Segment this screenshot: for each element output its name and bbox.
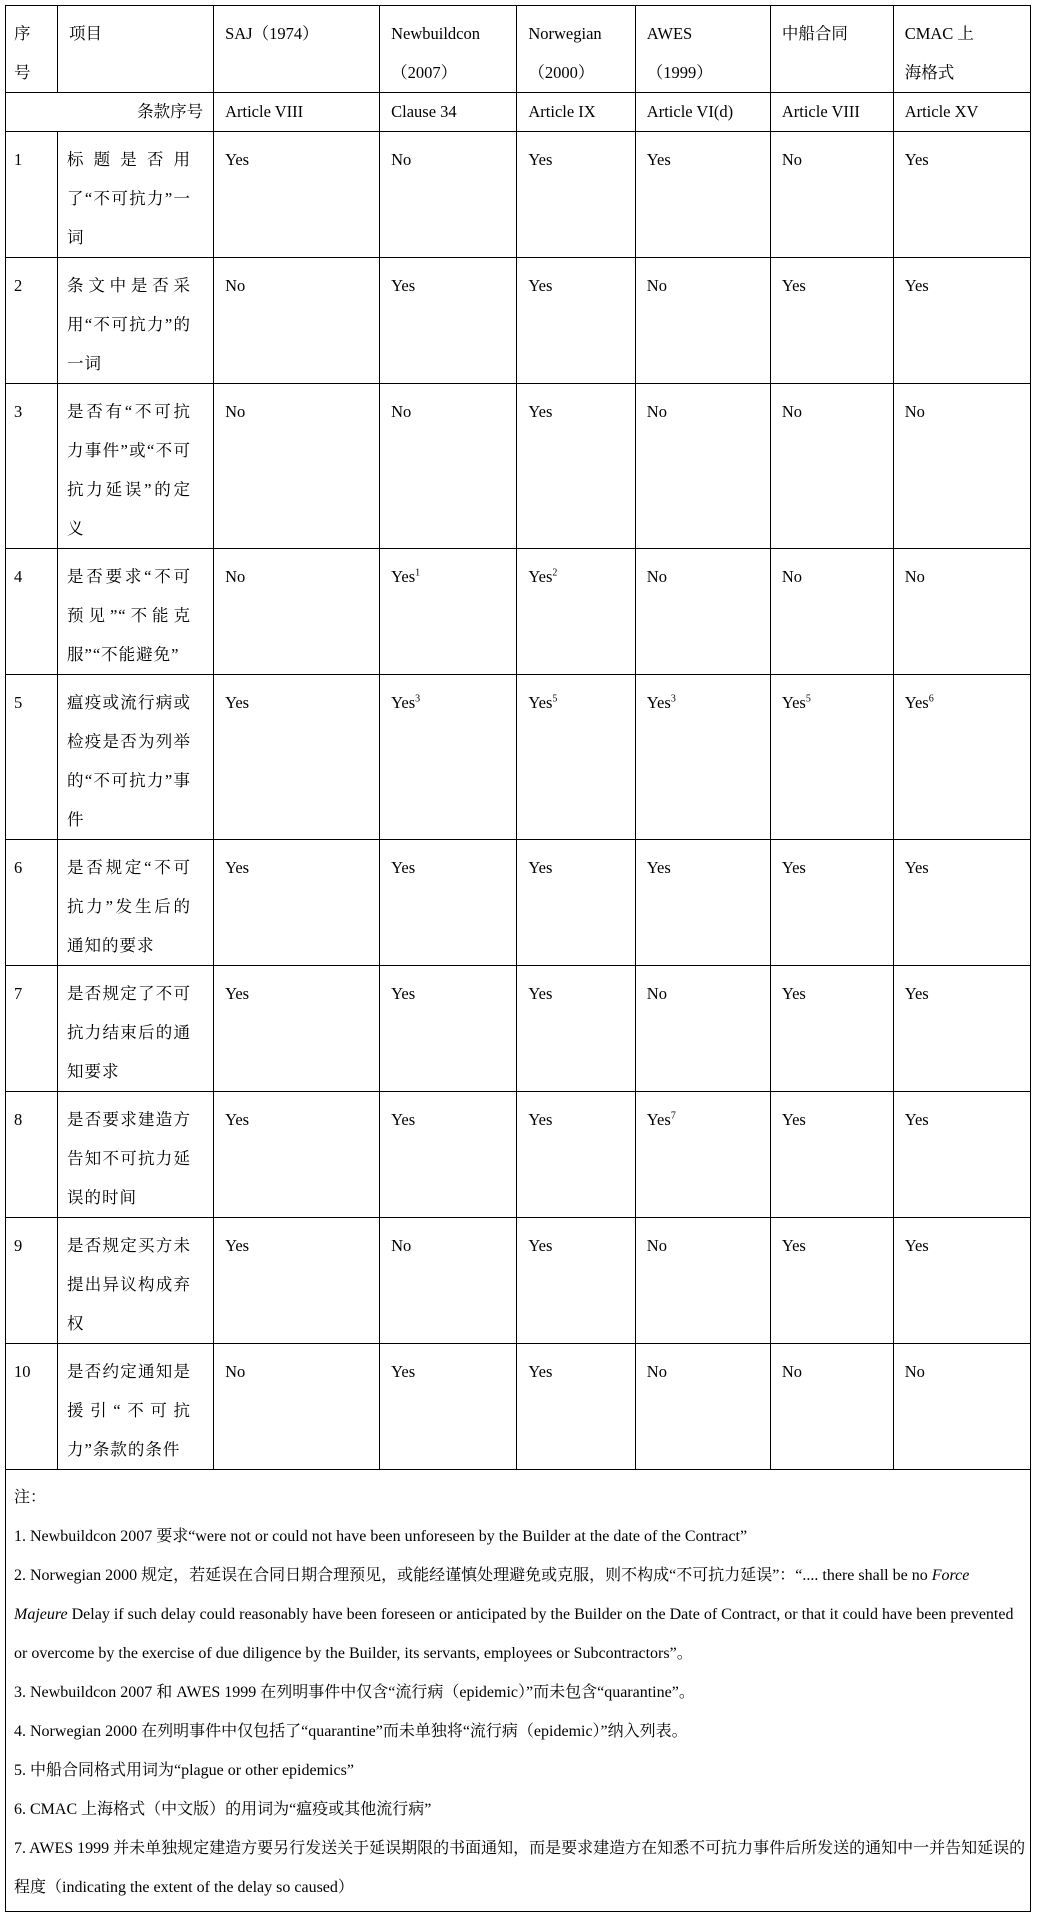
value-label: No <box>646 984 667 1003</box>
value-cell <box>770 840 893 966</box>
value-text <box>517 258 634 305</box>
value-cell <box>770 1344 893 1470</box>
value-cell <box>214 132 380 258</box>
value-text <box>771 840 893 887</box>
value-label: Yes <box>391 693 416 712</box>
value-text <box>771 1344 893 1391</box>
value-label: No <box>904 1362 925 1381</box>
header-col <box>214 6 380 93</box>
row-number: 1 <box>14 150 23 169</box>
value-text <box>214 675 379 722</box>
value-label: Yes <box>528 984 553 1003</box>
row-item-text: 是否要求“不可预见”“不能克服”“不能避免” <box>67 567 192 664</box>
value-label: Yes <box>391 984 416 1003</box>
value-text <box>517 1092 634 1139</box>
value-cell <box>517 549 635 675</box>
value-cell <box>380 1344 517 1470</box>
value-label: Yes <box>904 858 929 877</box>
value-cell <box>380 1092 517 1218</box>
value-label: No <box>781 567 802 586</box>
value-cell <box>214 966 380 1092</box>
clause-cell <box>380 93 517 132</box>
clause-cell <box>635 93 770 132</box>
value-label: Yes <box>528 276 553 295</box>
value-cell <box>635 1092 770 1218</box>
value-cell <box>380 966 517 1092</box>
header-col <box>893 6 1030 93</box>
value-text <box>214 1092 379 1139</box>
header-item-cell <box>58 6 214 93</box>
row-item-cell <box>58 1092 214 1218</box>
header-col-awes: AWES（1999） <box>646 24 713 82</box>
value-text <box>517 840 634 887</box>
table-row <box>6 675 1031 840</box>
value-cell <box>214 384 380 549</box>
value-label: No <box>225 1362 246 1381</box>
value-text <box>636 549 770 596</box>
clause-newbuildcon: Clause 34 <box>391 102 457 121</box>
value-cell <box>380 132 517 258</box>
row-item-cell <box>58 384 214 549</box>
value-label: Yes <box>781 858 806 877</box>
value-cell <box>635 549 770 675</box>
note-2-part-a: 2. Norwegian 2000 规定，若延误在合同日期合理预见，或能经谨慎处理避免或克服，则不构成“不可抗力延误”：“.... there shall be no <box>14 1567 932 1584</box>
value-label: Yes <box>646 858 671 877</box>
value-label: Yes <box>904 1110 929 1129</box>
clause-cell <box>517 93 635 132</box>
value-label: Yes <box>904 693 929 712</box>
row-item-text: 是否约定通知是援引“不可抗力”条款的条件 <box>67 1362 192 1459</box>
row-item-cell <box>58 258 214 384</box>
value-label: No <box>904 567 925 586</box>
value-cell <box>770 384 893 549</box>
value-label: No <box>781 1362 802 1381</box>
value-cell <box>770 1218 893 1344</box>
value-text <box>636 1344 770 1391</box>
clause-cell <box>770 93 893 132</box>
value-text <box>636 1218 770 1265</box>
value-text <box>894 132 1030 179</box>
table-row <box>6 966 1031 1092</box>
value-text <box>380 1092 516 1139</box>
row-number-cell <box>6 258 58 384</box>
value-cell <box>893 384 1030 549</box>
comparison-table <box>5 5 1031 1912</box>
value-text <box>517 675 634 722</box>
clause-cmac: Article XV <box>904 102 979 121</box>
value-label: No <box>225 276 246 295</box>
value-label: Yes <box>646 150 671 169</box>
value-text <box>517 1344 634 1391</box>
note-5: 5. 中船合同格式用词为“plague or other epidemics” <box>14 1762 354 1779</box>
value-label: No <box>391 1236 412 1255</box>
clause-label-cell <box>6 93 214 132</box>
value-cell <box>214 258 380 384</box>
value-cell <box>517 966 635 1092</box>
table-row <box>6 384 1031 549</box>
note-3: 3. Newbuildcon 2007 和 AWES 1999 在列明事件中仅含“流行病（epidemic）”而未包含“quarantine”。 <box>14 1684 695 1701</box>
value-label: Yes <box>904 1236 929 1255</box>
value-text <box>771 675 893 722</box>
value-cell <box>635 132 770 258</box>
notes-row <box>6 1470 1031 1912</box>
footnote-ref: 3 <box>670 693 676 705</box>
row-number-cell <box>6 1344 58 1470</box>
header-no-cell <box>6 6 58 93</box>
value-text <box>380 549 516 596</box>
value-label: Yes <box>781 1236 806 1255</box>
table-row <box>6 549 1031 675</box>
value-cell <box>517 1344 635 1470</box>
row-item-text: 是否规定买方未提出异议构成弃权 <box>67 1236 192 1333</box>
value-label: Yes <box>528 1236 553 1255</box>
value-text <box>636 132 770 179</box>
value-text <box>894 1092 1030 1139</box>
value-cell <box>214 1092 380 1218</box>
value-label: Yes <box>528 693 553 712</box>
clause-cell <box>214 93 380 132</box>
value-label: Yes <box>225 150 250 169</box>
value-text <box>214 1218 379 1265</box>
value-text <box>214 549 379 596</box>
value-text <box>214 840 379 887</box>
value-cell <box>893 549 1030 675</box>
value-text <box>771 1092 893 1139</box>
value-label: Yes <box>904 150 929 169</box>
value-text <box>517 966 634 1013</box>
value-label: Yes <box>391 858 416 877</box>
value-cell <box>770 258 893 384</box>
value-cell <box>214 840 380 966</box>
note-2 <box>14 1556 1026 1673</box>
value-cell <box>770 966 893 1092</box>
header-col <box>635 6 770 93</box>
value-cell <box>214 549 380 675</box>
value-cell <box>770 1092 893 1218</box>
value-text <box>894 966 1030 1013</box>
value-cell <box>770 675 893 840</box>
clause-awes: Article VI(d) <box>646 102 734 121</box>
table-row <box>6 1092 1031 1218</box>
value-text <box>380 1344 516 1391</box>
footnote-ref: 7 <box>670 1110 676 1122</box>
value-text <box>380 1218 516 1265</box>
row-number: 3 <box>14 402 23 421</box>
row-number: 7 <box>14 984 23 1003</box>
value-cell <box>380 675 517 840</box>
row-item-cell <box>58 132 214 258</box>
row-item-text: 条文中是否采用“不可抗力”的一词 <box>67 276 192 373</box>
value-label: Yes <box>391 567 416 586</box>
value-cell <box>517 258 635 384</box>
value-text <box>636 675 770 722</box>
value-cell <box>214 675 380 840</box>
value-text <box>380 132 516 179</box>
header-col-saj: SAJ（1974） <box>225 24 319 43</box>
value-text <box>636 840 770 887</box>
value-label: No <box>646 402 667 421</box>
header-col <box>770 6 893 93</box>
row-number: 9 <box>14 1236 23 1255</box>
value-label: Yes <box>528 567 553 586</box>
value-cell <box>635 1218 770 1344</box>
header-item: 项目 <box>69 24 103 43</box>
row-number: 4 <box>14 567 23 586</box>
clause-norwegian: Article IX <box>528 102 596 121</box>
value-text <box>894 675 1030 722</box>
value-cell <box>214 1218 380 1344</box>
row-number: 6 <box>14 858 23 877</box>
value-cell <box>893 1092 1030 1218</box>
value-label: Yes <box>904 276 929 295</box>
value-text <box>771 966 893 1013</box>
clause-csc: Article VIII <box>781 102 860 121</box>
value-label: Yes <box>225 1236 250 1255</box>
note-4: 4. Norwegian 2000 在列明事件中仅包括了“quarantine”而未单独将“流行病（epidemic）”纳入列表。 <box>14 1723 688 1740</box>
row-item-cell <box>58 675 214 840</box>
value-text <box>894 1218 1030 1265</box>
header-col-norwegian: Norwegian（2000） <box>528 24 602 82</box>
value-text <box>517 132 634 179</box>
value-cell <box>635 1344 770 1470</box>
footnote-ref: 1 <box>415 567 421 579</box>
value-label: Yes <box>646 693 671 712</box>
value-cell <box>380 1218 517 1344</box>
row-number-cell <box>6 384 58 549</box>
note-7: 7. AWES 1999 并未单独规定建造方要另行发送关于延误期限的书面通知，而是要求建造方在知悉不可抗力事件后所发送的通知中一并告知延误的程度（indicating the extent of the delay so caused） <box>14 1840 1026 1896</box>
value-label: No <box>646 276 667 295</box>
value-cell <box>893 1218 1030 1344</box>
row-number-cell <box>6 132 58 258</box>
note-1: 1. Newbuildcon 2007 要求“were not or could not have been unforeseen by the Builder at the date of the Contract” <box>14 1528 748 1545</box>
value-label: Yes <box>225 984 250 1003</box>
value-label: Yes <box>391 1110 416 1129</box>
value-label: No <box>646 1236 667 1255</box>
value-label: No <box>225 567 246 586</box>
value-cell <box>380 258 517 384</box>
value-text <box>894 258 1030 305</box>
value-cell <box>770 132 893 258</box>
value-cell <box>214 1344 380 1470</box>
value-label: Yes <box>528 150 553 169</box>
header-row <box>6 6 1031 93</box>
value-text <box>517 1218 634 1265</box>
value-cell <box>893 840 1030 966</box>
value-text <box>214 384 379 431</box>
value-text <box>380 675 516 722</box>
value-label: Yes <box>225 858 250 877</box>
value-cell <box>893 258 1030 384</box>
table-row <box>6 840 1031 966</box>
row-number: 8 <box>14 1110 23 1129</box>
value-label: Yes <box>646 1110 671 1129</box>
value-text <box>380 840 516 887</box>
row-item-cell <box>58 549 214 675</box>
row-item-text: 是否规定了不可抗力结束后的通知要求 <box>67 984 192 1081</box>
header-col-csc: 中船合同 <box>781 24 848 43</box>
value-label: Yes <box>528 858 553 877</box>
header-no: 序号 <box>14 24 31 82</box>
clause-cell <box>893 93 1030 132</box>
row-number-cell <box>6 966 58 1092</box>
row-number-cell <box>6 1092 58 1218</box>
value-text <box>771 132 893 179</box>
value-label: Yes <box>781 1110 806 1129</box>
footnote-ref: 5 <box>805 693 811 705</box>
header-col <box>517 6 635 93</box>
value-label: No <box>391 150 412 169</box>
footnote-ref: 2 <box>552 567 558 579</box>
value-label: Yes <box>391 276 416 295</box>
footnote-ref: 6 <box>928 693 934 705</box>
value-label: Yes <box>528 1362 553 1381</box>
value-text <box>894 840 1030 887</box>
value-label: No <box>904 402 925 421</box>
value-label: Yes <box>781 984 806 1003</box>
value-text <box>214 1344 379 1391</box>
value-label: Yes <box>391 1362 416 1381</box>
table-row <box>6 1218 1031 1344</box>
value-text <box>894 384 1030 431</box>
clause-saj: Article VIII <box>225 102 304 121</box>
value-cell <box>635 840 770 966</box>
value-text <box>380 384 516 431</box>
value-label: Yes <box>528 402 553 421</box>
value-cell <box>635 384 770 549</box>
row-item-cell <box>58 1344 214 1470</box>
clause-row <box>6 93 1031 132</box>
value-text <box>771 258 893 305</box>
value-label: Yes <box>781 693 806 712</box>
value-cell <box>635 966 770 1092</box>
value-cell <box>893 132 1030 258</box>
value-text <box>636 966 770 1013</box>
value-text <box>380 966 516 1013</box>
row-item-cell <box>58 966 214 1092</box>
table-row <box>6 1344 1031 1470</box>
value-label: Yes <box>225 693 250 712</box>
row-number-cell <box>6 840 58 966</box>
clause-label: 条款序号 <box>137 102 204 121</box>
footnote-ref: 3 <box>415 693 421 705</box>
value-label: Yes <box>528 1110 553 1129</box>
value-label: Yes <box>904 984 929 1003</box>
row-number: 5 <box>14 693 23 712</box>
value-label: No <box>391 402 412 421</box>
row-number-cell <box>6 549 58 675</box>
note-2-italic: Force Majeure <box>14 1567 970 1623</box>
row-item-text: 瘟疫或流行病或检疫是否为列举的“不可抗力”事件 <box>67 693 192 829</box>
value-text <box>517 549 634 596</box>
row-number-cell <box>6 675 58 840</box>
value-cell <box>635 258 770 384</box>
value-label: No <box>781 150 802 169</box>
value-cell <box>517 132 635 258</box>
value-cell <box>893 1344 1030 1470</box>
row-number-cell <box>6 1218 58 1344</box>
row-number: 2 <box>14 276 23 295</box>
value-label: No <box>646 1362 667 1381</box>
value-text <box>214 132 379 179</box>
value-text <box>636 384 770 431</box>
value-cell <box>893 966 1030 1092</box>
value-cell <box>517 1218 635 1344</box>
value-label: Yes <box>225 1110 250 1129</box>
value-cell <box>380 840 517 966</box>
value-cell <box>517 384 635 549</box>
value-cell <box>380 384 517 549</box>
value-label: No <box>646 567 667 586</box>
value-text <box>636 258 770 305</box>
value-text <box>214 966 379 1013</box>
note-6: 6. CMAC 上海格式（中文版）的用词为“瘟疫或其他流行病” <box>14 1801 432 1818</box>
value-text <box>894 549 1030 596</box>
value-text <box>214 258 379 305</box>
value-text <box>380 258 516 305</box>
footnote-ref: 5 <box>552 693 558 705</box>
value-text <box>771 1218 893 1265</box>
value-cell <box>517 840 635 966</box>
row-item-cell <box>58 840 214 966</box>
notes-cell <box>6 1470 1031 1912</box>
row-item-cell <box>58 1218 214 1344</box>
row-item-text: 标题是否用了“不可抗力”一词 <box>67 150 192 247</box>
header-col-newbuildcon: Newbuildcon（2007） <box>391 24 481 82</box>
table-row <box>6 258 1031 384</box>
value-text <box>636 1092 770 1139</box>
note-2-part-c: Delay if such delay could reasonably have been foreseen or anticipated by the Builder on the Date of Contract, or that it could have been prevented or overcome by the exercise of due diligence by the Builder, its servants, employees or Subcontractors”。 <box>14 1606 1014 1662</box>
value-cell <box>517 1092 635 1218</box>
table-row <box>6 132 1031 258</box>
notes-title: 注： <box>14 1489 47 1506</box>
value-cell <box>770 549 893 675</box>
notes <box>6 1470 1030 1911</box>
value-text <box>771 549 893 596</box>
row-item-text: 是否有“不可抗力事件”或“不可抗力延误”的定义 <box>67 402 192 538</box>
value-label: No <box>225 402 246 421</box>
header-col-cmac: CMAC 上海格式 <box>904 24 974 82</box>
value-cell <box>517 675 635 840</box>
value-cell <box>893 675 1030 840</box>
value-label: No <box>781 402 802 421</box>
value-cell <box>380 549 517 675</box>
value-text <box>517 384 634 431</box>
value-text <box>894 1344 1030 1391</box>
row-number: 10 <box>14 1362 31 1381</box>
row-item-text: 是否规定“不可抗力”发生后的通知的要求 <box>67 858 192 955</box>
row-item-text: 是否要求建造方告知不可抗力延误的时间 <box>67 1110 192 1207</box>
value-text <box>771 384 893 431</box>
value-cell <box>635 675 770 840</box>
value-label: Yes <box>781 276 806 295</box>
header-col <box>380 6 517 93</box>
